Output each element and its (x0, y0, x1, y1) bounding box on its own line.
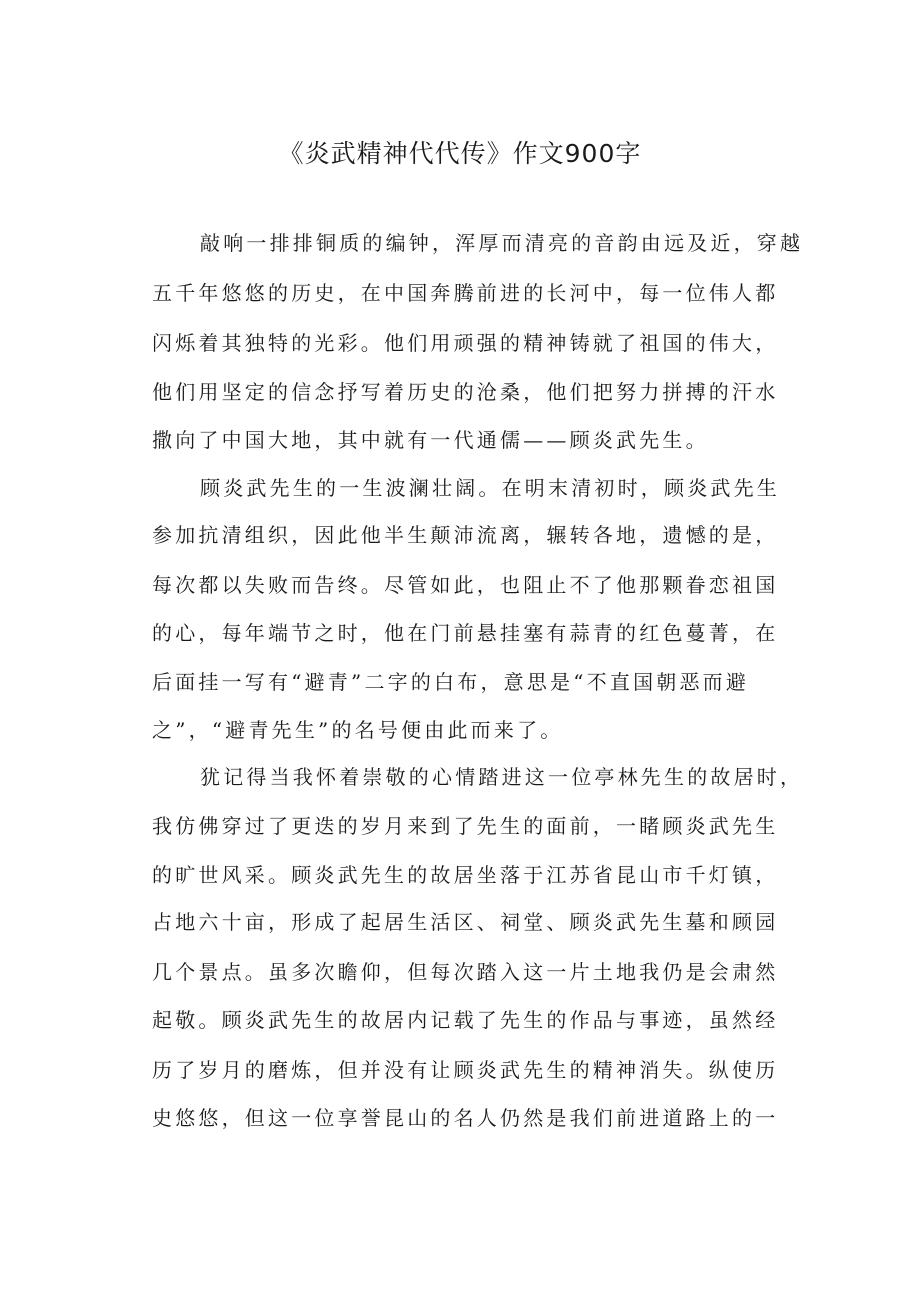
paragraph-3-line-2: 我仿佛穿过了更迭的岁月来到了先生的面前，一睹顾炎武先生 (152, 814, 779, 838)
essay-title: 《炎武精神代代传》作文900字 (278, 139, 642, 168)
paragraph-2-line-1: 顾炎武先生的一生波澜壮阔。在明末清初时，顾炎武先生 (200, 476, 780, 500)
paragraph-3-line-4: 占地六十亩，形成了起居生活区、祠堂、顾炎武先生墓和顾园 (152, 910, 779, 934)
paragraph-2-line-3: 每次都以失败而告终。尽管如此，也阻止不了他那颗眷恋祖国 (152, 573, 779, 597)
paragraph-2-line-6: 之”，“避青先生”的名号便由此而来了。 (152, 718, 564, 742)
paragraph-1-line-5: 撒向了中国大地，其中就有一代通儒——顾炎武先生。 (152, 428, 709, 452)
paragraph-1-line-4: 他们用坚定的信念抒写着历史的沧桑，他们把努力拼搏的汗水 (152, 380, 779, 404)
paragraph-1-line-3: 闪烁着其独特的光彩。他们用顽强的精神铸就了祖国的伟大， (152, 331, 779, 355)
paragraph-3-line-1: 犹记得当我怀着崇敬的心情踏进这一位亭林先生的故居时， (200, 765, 804, 789)
paragraph-3-line-7: 历了岁月的磨炼，但并没有让顾炎武先生的精神消失。纵使历 (152, 1058, 779, 1082)
paragraph-1-line-2: 五千年悠悠的历史，在中国奔腾前进的长河中，每一位伟人都 (152, 281, 779, 305)
paragraph-3-line-3: 的旷世风采。顾炎武先生的故居坐落于江苏省昆山市千灯镇， (152, 863, 779, 887)
paragraph-2-line-2: 参加抗清组织，因此他半生颠沛流离，辗转各地，遗憾的是， (152, 523, 779, 547)
paragraph-1-line-1: 敲响一排排铜质的编钟，浑厚而清亮的音韵由远及近，穿越 (200, 231, 804, 255)
paragraph-3-line-5: 几个景点。虽多次瞻仰，但每次踏入这一片土地我仍是会肃然 (152, 960, 779, 984)
paragraph-3-line-8: 史悠悠，但这一位享誉昆山的名人仍然是我们前进道路上的一 (152, 1106, 779, 1130)
paragraph-2-line-4: 的心，每年端节之时，他在门前悬挂塞有蒜青的红色蔓菁，在 (152, 621, 779, 645)
paragraph-2-line-5: 后面挂一写有“避青”二字的白布，意思是“不直国朝恶而避 (152, 670, 750, 694)
paragraph-3-line-6: 起敬。顾炎武先生的故居内记载了先生的作品与事迹，虽然经 (152, 1008, 779, 1032)
